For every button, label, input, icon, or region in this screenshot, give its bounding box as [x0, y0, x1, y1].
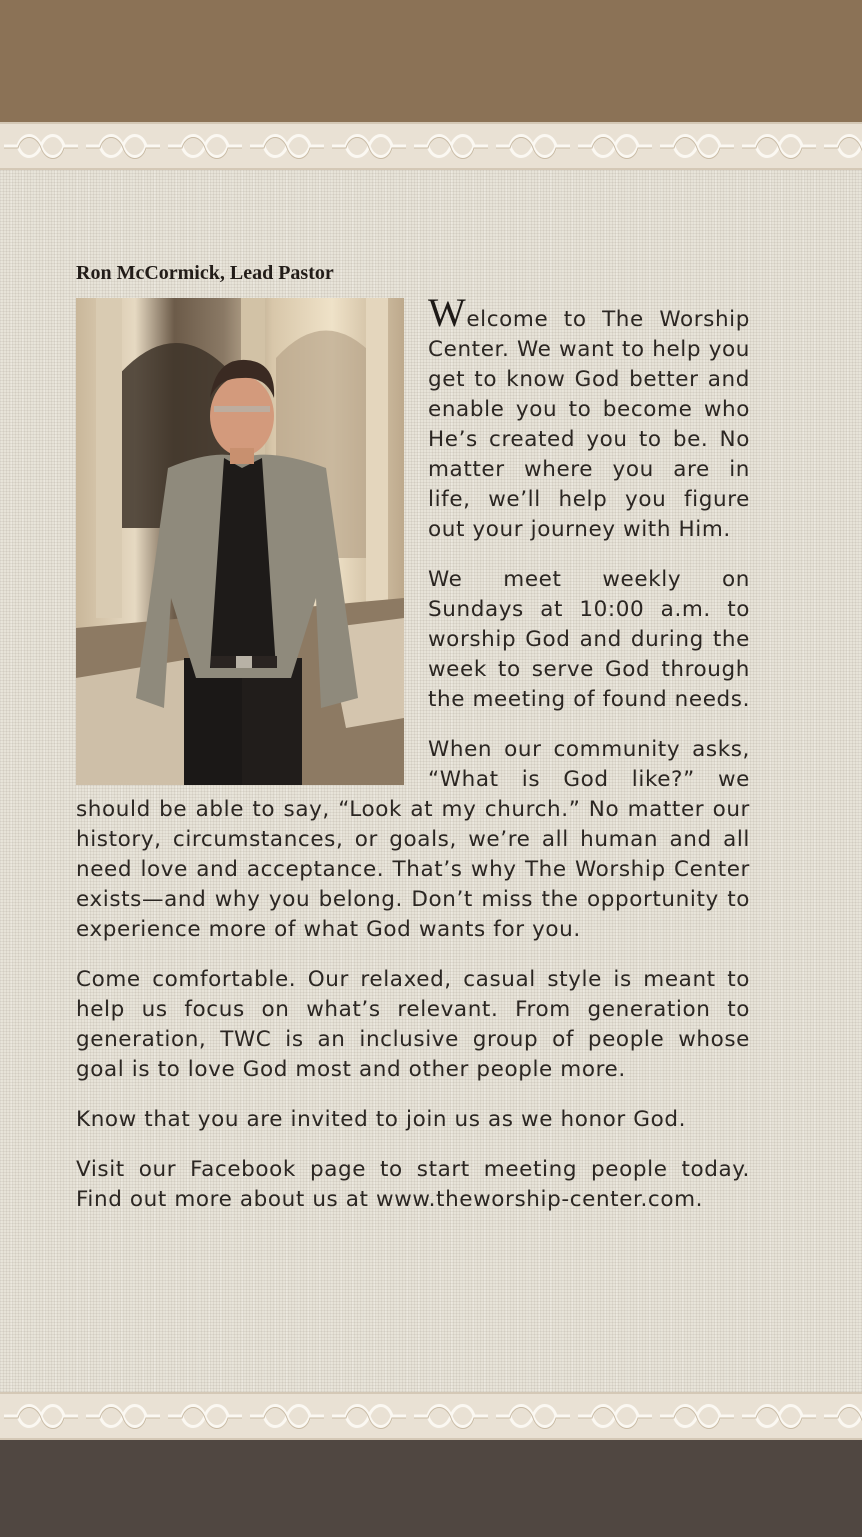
paragraph-come-comfortable: Come comfortable. Our relaxed, casual style is meant to help us focus on what’s relevant. From generation to generation, TWC is an inclusive group of people whose goal is to love God most and other people more.	[76, 967, 750, 1082]
paragraph-community: When our community asks, “What is God like?” we should be able to say, “Look at my church.” No matter our history, circumstances, or goals, we’re all human and all need love and acceptance. That’s why The Worship Center exists—and why you belong. Don’t miss the opportunity to experience more of what God wants for you.	[76, 737, 750, 942]
paragraph-meetings: We meet weekly on Sundays at 10:00 a.m. to worship God and during the week to serve God through the meeting of found needs.	[428, 567, 751, 712]
pastor-photo	[76, 298, 404, 785]
welcome-text: elcome to The Worship Center. We want to help you get to know God better and enable you to become who He’s created you to be. No matter where you are in life, we’ll help you figure out your journey with Him.	[428, 307, 750, 542]
decorative-border-bottom	[0, 1392, 862, 1440]
paragraph-invitation: Know that you are invited to join us as we honor God.	[76, 1107, 687, 1132]
article	[76, 258, 750, 1235]
photo-caption: Ron McCormick, Lead Pastor	[76, 262, 334, 284]
decorative-border-top	[0, 122, 862, 170]
drop-cap: W	[428, 290, 467, 335]
paragraph-facebook: Visit our Facebook page to start meeting people today. Find out more about us at www.theworship-center.com.	[76, 1157, 750, 1212]
bottom-band	[0, 1440, 862, 1537]
top-band	[0, 0, 862, 122]
